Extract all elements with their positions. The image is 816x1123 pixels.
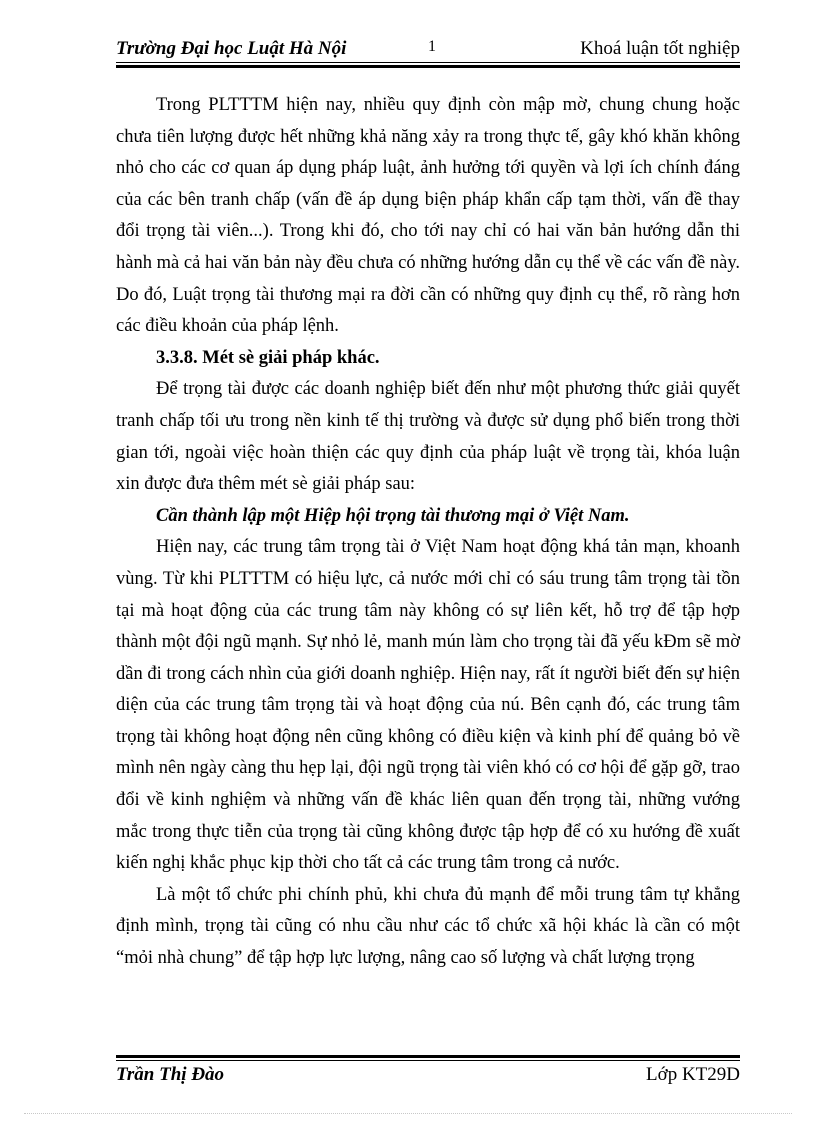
footer-class: Lớp KT29D (646, 1064, 740, 1085)
header-rule-thick (116, 65, 740, 68)
subsection-heading: Cần thành lập một Hiệp hội trọng tài thương mại ở Việt Nam. (156, 505, 630, 526)
page-body (116, 90, 740, 975)
page-bottom-edge (24, 1113, 792, 1114)
body-paragraph: Hiện nay, các trung tâm trọng tài ở Việt Nam hoạt động khá tản mạn, khoanh vùng. Từ khi PLTTTM có hiệu lực, cả nước mới chỉ có sáu trung tâm trọng tài tồn tại mà hoạt động của các trung tâm này không có sự liên kết, hỗ trợ để tập hợp thành một đội ngũ mạnh. Sự nhỏ lẻ, manh mún làm cho trọng tài đã yếu kĐm sẽ mờ dần đi trong cách nhìn của giới doanh nghiệp. Hiện nay, rất ít người biết đến sự hiện diện của các trung tâm trọng tài và hoạt động của nú. Bên cạnh đó, các trung tâm trọng tài không hoạt động nên cũng không có điều kiện và kinh phí để quảng bỏ về mình nên ngày càng thu hẹp lại, đội ngũ trọng tài viên khó có cơ hội để gặp gỡ, trao đổi về kinh nghiệm và những vấn đề khác liên quan đến trọng tài, những vướng mắc trong thực tiễn của trọng tài cũng không được tập hợp để có xu hướng đề xuất kiến nghị khắc phục kịp thời cho tất cả các trung tâm trong cả nước. (116, 537, 740, 874)
header-school-name: Trường Đại học Luật Hà Nội (116, 38, 347, 59)
header-rule-thin (116, 62, 740, 63)
header-document-type: Khoá luận tốt nghiệp (580, 38, 740, 59)
body-paragraph: Để trọng tài được các doanh nghiệp biết đến như một phương thức giải quyết tranh chấp tối ưu trong nền kinh tế thị trường và được sử dụng phổ biến trong thời gian tới, ngoài việc hoàn thiện các quy định của pháp luật về trọng tài, khóa luận xin được đưa thêm mét sè giải pháp sau: (116, 379, 740, 495)
body-paragraph: Là một tổ chức phi chính phủ, khi chưa đủ mạnh để mỗi trung tâm tự khẳng định mình, trọng tài cũng có nhu cầu như các tổ chức xã hội khác là cần có một “mỏi nhà chung” để tập hợp lực lượng, nâng cao số lượng và chất lượng trọng (116, 884, 740, 969)
footer-rule-thin (116, 1060, 740, 1061)
footer-rule-thick (116, 1055, 740, 1058)
page-header (116, 38, 740, 64)
page-footer (116, 1064, 740, 1090)
body-paragraph: Trong PLTTTM hiện nay, nhiều quy định còn mập mờ, chung chung hoặc chưa tiên lượng được hết những khả năng xảy ra trong thực tế, gây khó khăn không nhỏ cho các cơ quan áp dụng pháp luật, ảnh hưởng tới quyền và lợi ích chính đáng của các bên tranh chấp (vấn đề áp dụng biện pháp khẩn cấp tạm thời, vấn đề thay đổi trọng tài viên...). Trong khi đó, cho tới nay chỉ có hai văn bản hướng dẫn thi hành mà cả hai văn bản này đều chưa có những hướng dẫn cụ thể về các vấn đề này. Do đó, Luật trọng tài thương mại ra đời cần có những quy định cụ thể, rõ ràng hơn các điều khoản của pháp lệnh. (116, 95, 740, 337)
footer-author: Trần Thị Đào (116, 1064, 225, 1085)
header-page-number: 1 (428, 38, 436, 55)
section-heading: 3.3.8. Mét sè giải pháp khác. (156, 347, 380, 368)
